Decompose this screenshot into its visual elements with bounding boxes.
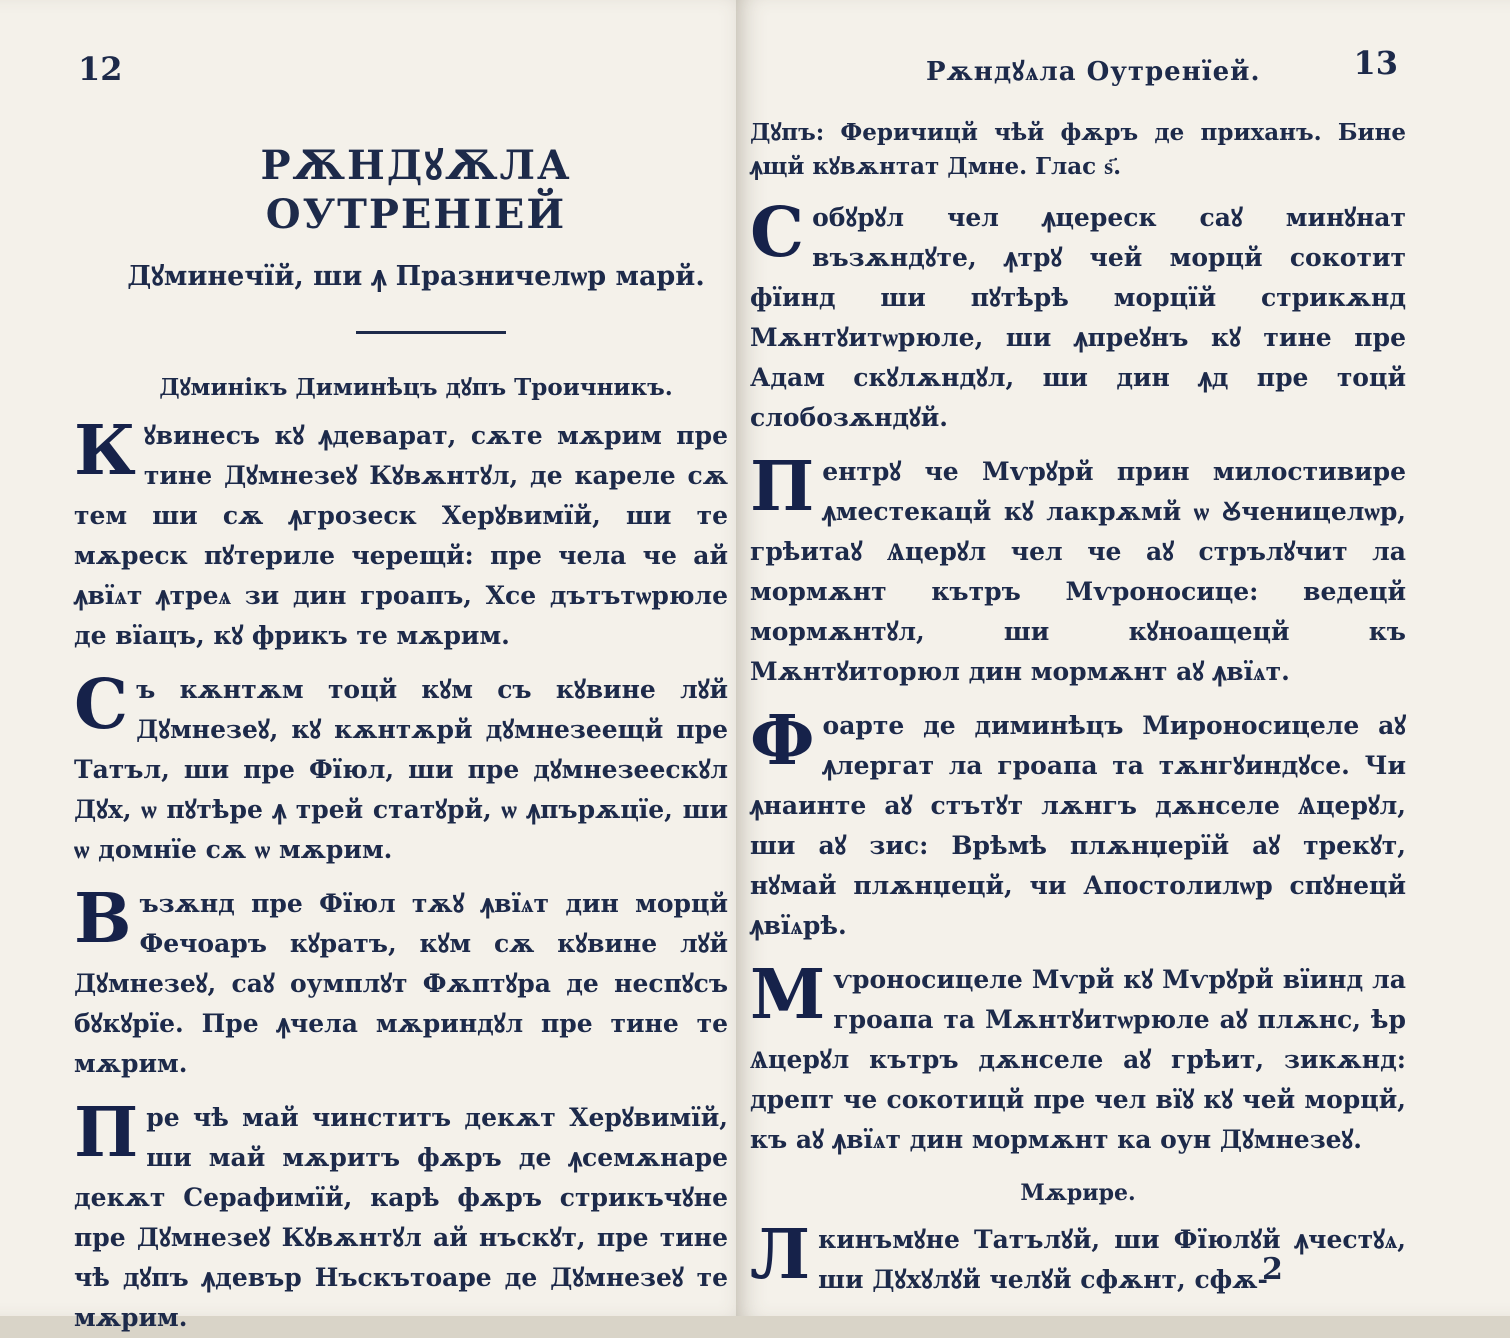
paragraph-text: оарте де диминѣцъ Мироносицеле аꙋ ꙟлергат ла гроапа та тѫнгꙋиндꙋсе. Чи ꙟнаинте аꙋ стътꙋт лѫнгъ дѫнселе Ѧцерꙋл, ши аꙋ зис: Врѣмѣ плѫнџерїй аꙋ трекꙋт, нꙋмай плѫнџецй, чи Апостолилѡр спꙋнецй ꙟвїѧрѣ. bbox=[750, 711, 1406, 940]
drop-cap: П bbox=[74, 1093, 139, 1173]
signature-mark: 2 bbox=[1262, 1252, 1283, 1287]
paragraph bbox=[750, 955, 1406, 1160]
section-heading: Дꙋминікъ Диминѣцъ дꙋпъ Троичникъ. bbox=[159, 374, 673, 401]
drop-cap: К bbox=[74, 411, 136, 491]
intro-line: Дꙋпъ: Феричицй чѣй фѫръ де приханъ. Бине ꙟщй кꙋвѫнтат Дмне. Глас ѕ҃. bbox=[750, 119, 1406, 180]
drop-cap: М bbox=[750, 955, 826, 1035]
running-head: Рѫндꙋѧла Оутренїей. bbox=[926, 57, 1261, 87]
left-page bbox=[0, 0, 752, 1332]
paragraph-text: ъ кѫнтѫм тоцй кꙋм съ кꙋвине лꙋй Дꙋмнезеꙋ, кꙋ кѫнтѫрй дꙋмнезеещй пре Татъл, ши пре Фїюл, ши пре дꙋмнезеескꙋл Дꙋх, ѡ пꙋтѣре ꙟ трей статꙋрй, ѡ ꙟпърѫцїе, ши ѡ домнїе сѫ ѡ мѫрим. bbox=[74, 675, 728, 864]
drop-cap: Ф bbox=[750, 701, 815, 781]
page-number-right: 13 bbox=[1353, 44, 1398, 82]
paragraph-text: ꙋвинесъ кꙋ ꙟдеварат, сѫте мѫрим пре тине Дꙋмнезеꙋ Кꙋвѫнтꙋл, де кареле сѫ тем ши сѫ ꙟгрозеск Херꙋвимїй, ши те мѫреск пꙋтериле черещй: пре чела че ай ꙟвїѧт ꙟтреѧ зи дин гроапъ, Хсе дътътѡрюле де вїацъ, кꙋ фрикъ те мѫрим. bbox=[74, 421, 728, 650]
divider-rule bbox=[356, 331, 506, 334]
small-heading: Мѫрире. bbox=[1020, 1180, 1136, 1206]
paragraph-text: ѵроносицеле Мѵрй кꙋ Мѵрꙋрй вїинд ла гроапа та Мѫнтꙋитѡрюле аꙋ плѫнс, ѣр Ѧцерꙋл кътръ дѫнселе аꙋ грѣит, зикѫнд: дрепт че сокотицй пре чел вїꙋ кꙋ чей морцй, къ аꙋ ꙟвїѧт дин мормѫнт ка оун Дꙋмнезеꙋ. bbox=[750, 965, 1406, 1154]
paragraph bbox=[750, 701, 1406, 946]
paragraph bbox=[750, 447, 1406, 692]
right-page bbox=[736, 0, 1510, 1316]
paragraph bbox=[750, 1215, 1406, 1300]
paragraph-text: кинъмꙋне Татълꙋй, ши Фїюлꙋй ꙟчестꙋѧ, ши Дꙋхꙋлꙋй челꙋй сфѫнт, сфѫ- bbox=[818, 1225, 1406, 1294]
drop-cap: П bbox=[750, 447, 815, 527]
drop-cap: С bbox=[750, 193, 805, 273]
paragraph-text: ре чѣ май чинститъ декѫт Херꙋвимїй, ши май мѫритъ фѫръ де ꙟсемѫнаре декѫт Серафимїй, карѣ фѫръ стрикъчꙋне пре Дꙋмнезеꙋ Кꙋвѫнтꙋл ай нъскꙋт, пре тине чѣ дꙋпъ ꙟдевър Нъскътоаре де Дꙋмнезеꙋ те мѫрим. bbox=[74, 1103, 728, 1332]
paragraph bbox=[74, 665, 728, 870]
paragraph-text: ентрꙋ че Мѵрꙋрй прин милостивире ꙟместекацй кꙋ лакрѫмй ѡ Ꙋченицелѡр, грѣитаꙋ Ѧцерꙋл чел че аꙋ стрълꙋчит ла мормѫнт кътръ Мѵроносице: ведецй мормѫнтꙋл, ши кꙋноащецй къ Мѫнтꙋиторюл дин мормѫнт аꙋ ꙟвїѧт. bbox=[750, 457, 1406, 686]
page-title: РѪНДꙋѪЛА ОУТРЕНІЕЙ bbox=[260, 142, 572, 238]
paragraph bbox=[74, 1093, 728, 1338]
drop-cap: С bbox=[74, 665, 129, 745]
paragraph-text: обꙋрꙋл чел ꙟцереск саꙋ минꙋнат възѫндꙋте, ꙟтрꙋ чей морцй сокотит фїинд ши пꙋтѣрѣ морцїй стрикѫнд Мѫнтꙋитѡрюле, ши ꙟпреꙋнъ кꙋ тине пре Адам скꙋлѫндꙋл, ши дин ꙟд пре тоцй слобозѫндꙋй. bbox=[750, 203, 1406, 432]
page-number-left: 12 bbox=[78, 50, 123, 88]
page-subtitle: Дꙋминечїй, ши ꙟ Празничелѡр марй. bbox=[127, 261, 705, 292]
drop-cap: В bbox=[74, 879, 132, 959]
drop-cap: Л bbox=[750, 1215, 811, 1295]
paragraph-text: ъзѫнд пре Фїюл тѫꙋ ꙟвїѧт дин морцй Фечоаръ кꙋратъ, кꙋм сѫ кꙋвине лꙋй Дꙋмнезеꙋ, саꙋ оумплꙋт Фѫптꙋра де неспꙋсъ бꙋкꙋрїе. Пре ꙟчела мѫриндꙋл пре тине те мѫрим. bbox=[74, 889, 728, 1078]
paragraph bbox=[74, 879, 728, 1084]
paragraph bbox=[750, 193, 1406, 438]
paragraph bbox=[74, 411, 728, 656]
